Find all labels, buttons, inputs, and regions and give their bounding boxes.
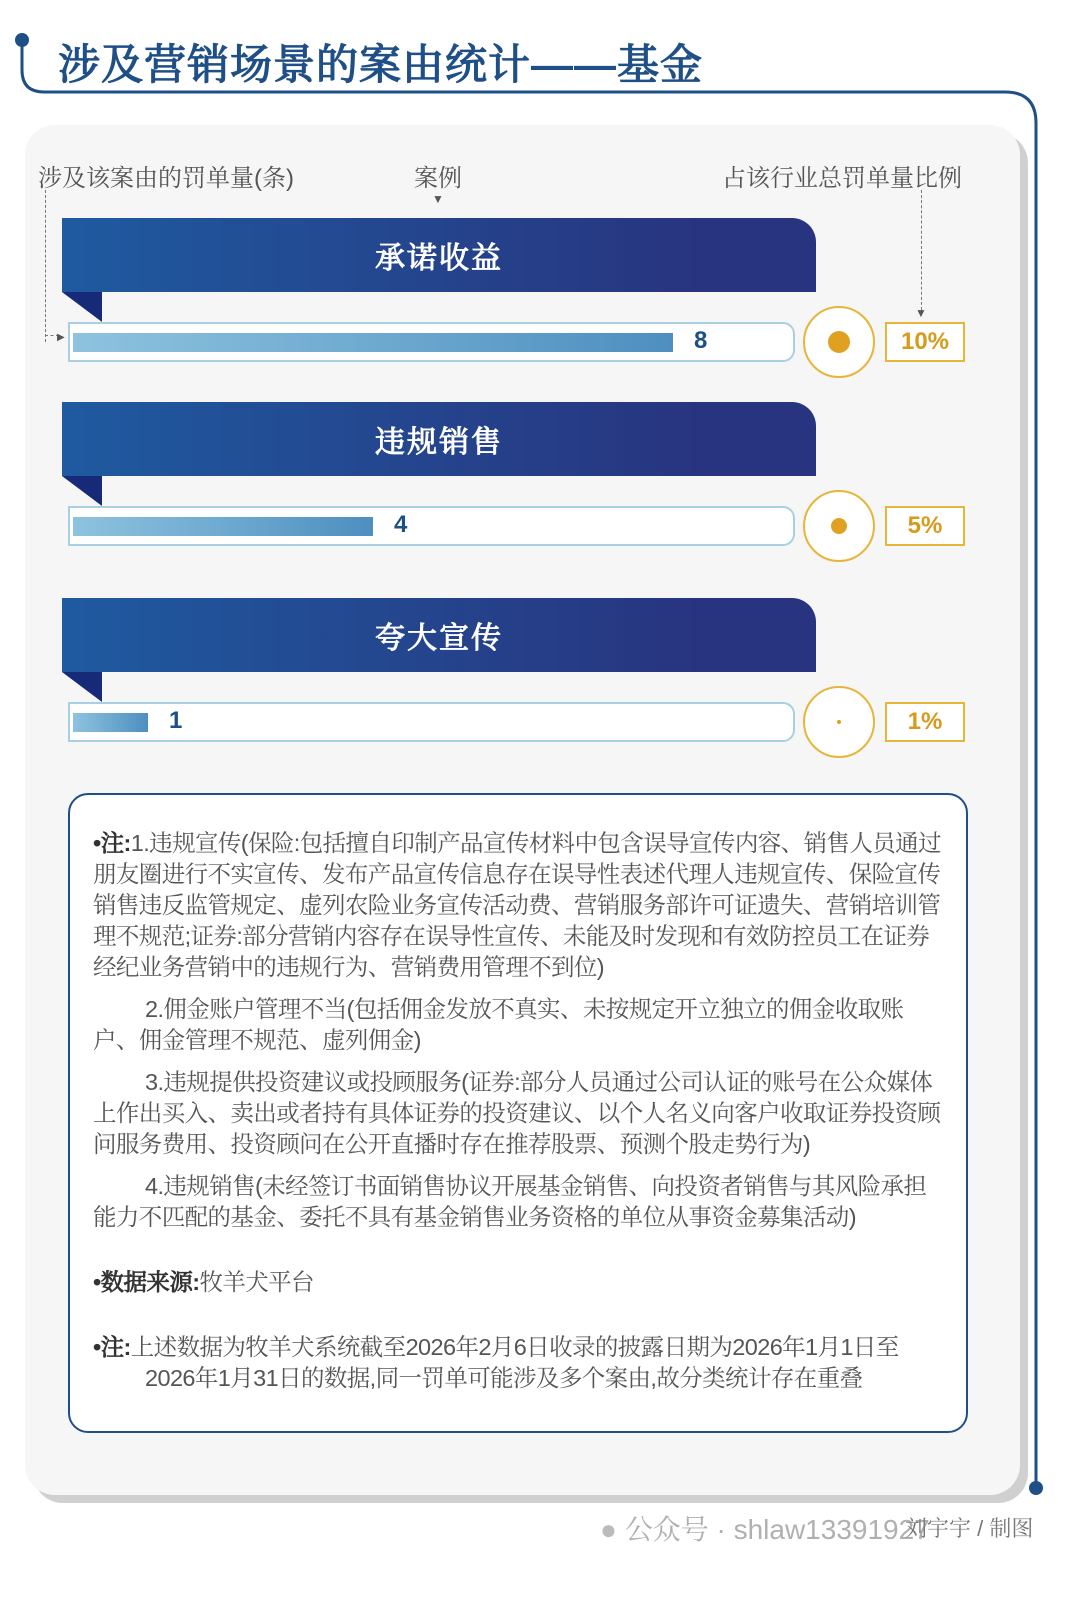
header-case: 案例: [414, 165, 462, 192]
ratio-guide-line: [921, 190, 922, 310]
ratio-dot: [837, 720, 841, 724]
note-2: 2.佣金账户管理不当(包括佣金发放不真实、未按规定开立独立的佣金收取账户、佣金管理不规范、虚列佣金): [93, 996, 904, 1053]
wechat-icon: ●: [600, 1514, 617, 1545]
case-banner: 违规销售: [62, 402, 816, 476]
bar-track: [68, 322, 795, 362]
ratio-circle: [803, 306, 875, 378]
bar-fill: [73, 333, 673, 352]
bar-value: 8: [694, 327, 708, 354]
ratio-arrow-icon: ▼: [915, 306, 927, 320]
credit: 刘宇宇 / 制图: [905, 1516, 1034, 1541]
header-ratio: 占该行业总罚单量比例: [722, 165, 962, 192]
note-4: 4.违规销售(未经签订书面销售协议开展基金销售、向投资者销售与其风险承担能力不匹配的基金、委托不具有基金销售业务资格的单位从事资金募集活动): [93, 1173, 927, 1230]
data-source: •数据来源:牧羊犬平台: [93, 1269, 314, 1295]
page-title: 涉及营销场景的案由统计——基金: [58, 41, 704, 88]
ratio-dot: [828, 331, 850, 353]
ratio-label: 5%: [885, 506, 965, 546]
count-arrow-icon: ▶: [57, 332, 65, 343]
note-1: •注:1.违规宣传(保险:包括擅自印制产品宣传材料中包含误导宣传内容、销售人员通过朋友圈进行不实宣传、发布产品宣传信息存在误导性表述代理人违规宣传、保险宣传销售违反监管规定、虚列农险业务宣传活动费、营销服务部许可证遗失、营销培训管理不规范;证券:部分营销内容存在误导性宣传、未能及时发现和有效防控员工在证券经纪业务营销中的违规行为、营销费用管理不到位): [93, 830, 941, 980]
bar-value: 1: [169, 707, 183, 734]
case-banner: 承诺收益: [62, 218, 816, 292]
ratio-circle: [803, 686, 875, 758]
ratio-label: 10%: [885, 322, 965, 362]
bar-fill: [73, 517, 373, 536]
case-banner: 夸大宣传: [62, 598, 816, 672]
watermark: ● 公众号 · shlaw13391927: [600, 1514, 930, 1545]
bar-value: 4: [394, 511, 408, 538]
data-note: •注:上述数据为牧羊犬系统截至2026年2月6日收录的披露日期为2026年1月1日至2026年1月31日的数据,同一罚单可能涉及多个案由,故分类统计存在重叠: [93, 1334, 899, 1391]
ratio-dot: [831, 518, 847, 534]
bar-fill: [73, 713, 148, 732]
note-3: 3.违规提供投资建议或投顾服务(证券:部分人员通过公司认证的账号在公众媒体上作出买入、卖出或者持有具体证券的投资建议、以个人名义向客户收取证券投资顾问服务费用、投资顾问在公开直播时存在推荐股票、预测个股走势行为): [93, 1069, 941, 1157]
case-arrow-icon: ▼: [432, 192, 444, 206]
count-guide-line: [45, 190, 46, 342]
bar-track: [68, 702, 795, 742]
header-count: 涉及该案由的罚单量(条): [38, 165, 294, 192]
bar-track: [68, 506, 795, 546]
notes-box: [68, 793, 968, 1433]
ratio-circle: [803, 490, 875, 562]
frame-end-dot: [1029, 1481, 1043, 1495]
ratio-label: 1%: [885, 702, 965, 742]
